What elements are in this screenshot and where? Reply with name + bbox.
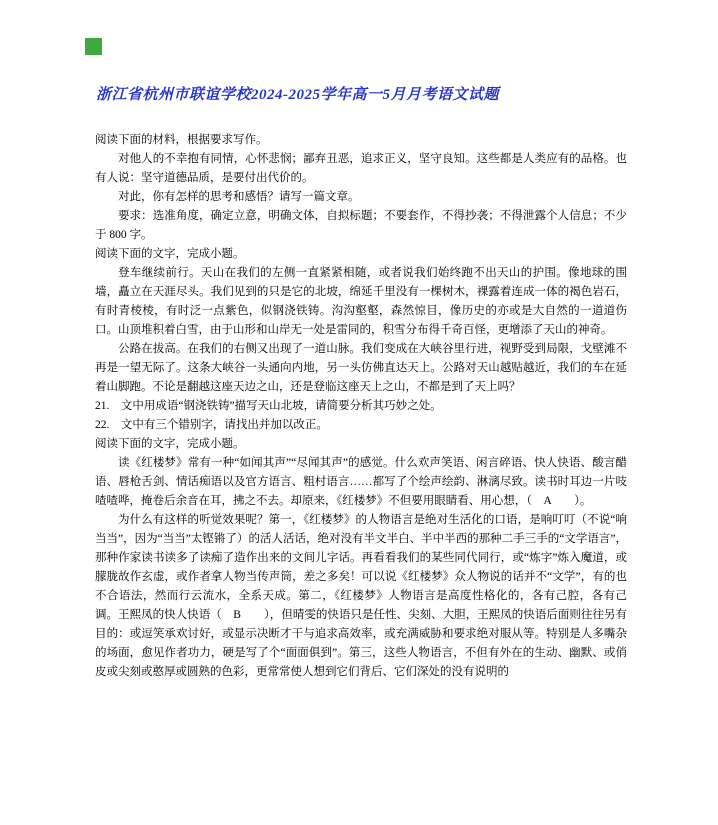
paragraph: 阅读下面的文字，完成小题。 xyxy=(95,438,245,450)
paragraph: 阅读下面的材料，根据要求写作。 xyxy=(95,134,268,146)
paragraph: 22. 文中有三个错别字，请找出并加以改正。 xyxy=(95,419,328,431)
paragraph: 登车继续前行。天山在我们的左侧一直紧紧相随，或者说我们始终跑不出天山的护围。像地球的围墙，矗立在天涯尽头。我们见到的只是它的北坡，绵延千里没有一棵树木，裸露着连成一体的褐色岩石，有时青棱棱，有时泛一点紫色，似钢浇铁铸。沟沟壑壑，森然惊目，像历史的亦或是大自然的一道道伤口。山顶堆积着白雪，由于山形和山岸无一处是雷同的，积雪分布得千奇百怪，更增添了天山的神奇。 xyxy=(95,267,627,336)
document-title: 浙江省杭州市联谊学校2024-2025学年高一5月月考语文试题 xyxy=(96,87,499,103)
paragraph: 对他人的不幸抱有同情，心怀悲悯；鄙弃丑恶，追求正义，坚守良知。这些都是人类应有的品格。也有人说：坚守道德品质，是要付出代价的。 xyxy=(95,153,627,184)
paragraph: 要求：选准角度，确定立意，明确文体，自拟标题；不要套作，不得抄袭；不得泄露个人信息；不少于 800 字。 xyxy=(95,210,627,241)
paragraph: 为什么有这样的听觉效果呢？第一，《红楼梦》的人物语言是绝对生活化的口语，是响叮叮（不说“响当当”，因为“当当”太铿锵了）的活人活话，绝对没有半文半白、半中半西的那种二手三手的“文学语言”，那种作家读书读多了读痴了造作出来的文间儿字话。再看看我们的某些同代同行，或“炼字”炼入魔道，或朦胧故作玄虚，或作者拿人物当传声筒，差之多矣！可以说《红楼梦》众人物说的话并不“文学”，有的也不合语法，然而行云流水，全系天成。第二，《红楼梦》人物语言是高度性格化的，各有己腔，各有己调。王熙凤的快人快语（ B ），但晴雯的快语只是任性、尖刻、大胆，王熙凤的快语后面则往往另有目的：或逗笑承欢讨好，或显示决断才干与追求高效率，或充满威胁和要求绝对服从等。特别是人多嘴杂的场面，愈见作者功力，硬是写了个“面面俱到”。第三，这些人物语言，不但有外在的生动、幽默、或俏皮或尖刻或憨厚或圆熟的色彩，更常常使人想到它们背后、它们深处的没有说明的 xyxy=(95,514,627,678)
paragraph: 阅读下面的文字，完成小题。 xyxy=(95,248,245,260)
paragraph: 对此，你有怎样的思考和感悟？请写一篇文章。 xyxy=(118,191,360,203)
document-body xyxy=(95,131,627,682)
paragraph: 21. 文中用成语“钢浇铁铸”描写天山北坡，请简要分析其巧妙之处。 xyxy=(95,400,442,412)
green-square-icon xyxy=(85,38,102,55)
paragraph: 公路在拔高。在我们的右侧又出现了一道山脉。我们变成在大峡谷里行进，视野受到局限，戈壁滩不再是一望无际了。这条大峡谷一头通向内地，另一头仿佛直达天上。公路对天山越贴越近，我们的车在延着山脚跑。不论是翻越这座天边之山，还是登临这座天上之山，不都是到了天上吗？ xyxy=(95,343,627,393)
paragraph: 读《红楼梦》常有一种“如闻其声”“尽闻其声”的感觉。什么欢声笑语、闲言碎语、快人快语、酸言醋语、唇枪舌剑、情话痴语以及官方语言、粗村语言……都写了个绘声绘韵、淋漓尽致。读书时耳边一片吱喳喳哗，掩卷后余音在耳，拂之不去。却原来，《红楼梦》不但要用眼睛看、用心想，（ A ）。 xyxy=(95,457,627,507)
